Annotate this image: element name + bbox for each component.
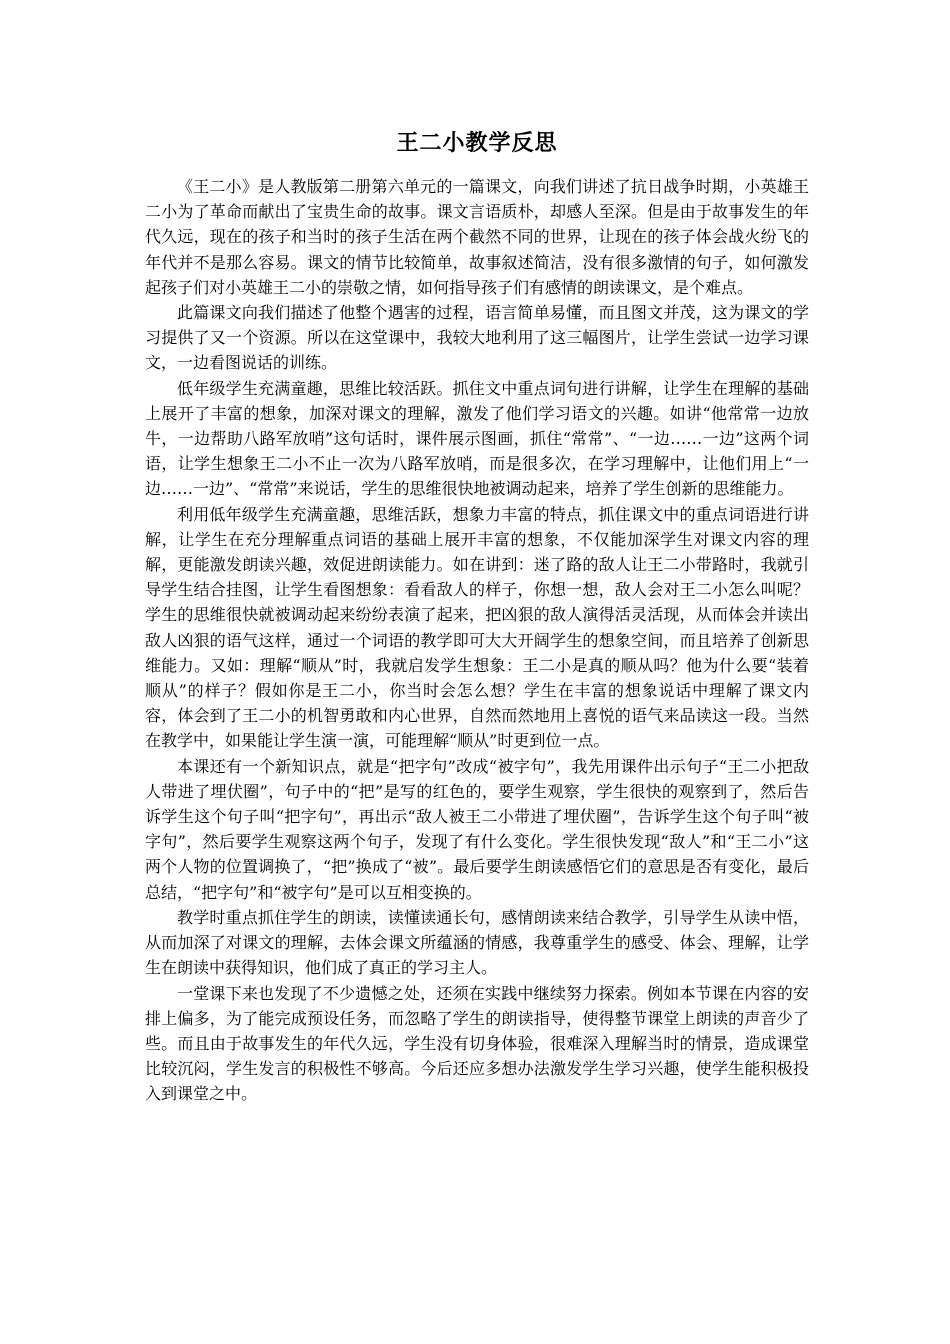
paragraph-sentence-patterns: 本课还有一个新知识点，就是“把字句”改成“被字句”，我先用课件出示句子“王二小把敌人带进了埋伏圈”，句子中的“把”是写的红色的，要学生观察，学生很快的观察到了，然后告诉学生这个句子叫“把字句”，再出示“敌人被王二小带进了埋伏圈”，告诉学生这个句子叫“被字句”，然后要学生观察这两个句子，发现了有什么变化。学生很快发现“敌人”和“王二小”这两个人物的位置调换了，“把”换成了“被”。最后要学生朗读感悟它们的意思是否有变化，最后总结，“把字句”和“被字句”是可以互相变换的。 [145,756,809,902]
document-title: 王二小教学反思 [396,131,558,156]
paragraph-imagination: 利用低年级学生充满童趣，思维活跃，想象力丰富的特点，抓住课文中的重点词语进行讲解，让学生在充分理解重点词语的基础上展开丰富的想象，不仅能加深学生对课文内容的理解，更能激发朗读兴趣，效促进朗读能力。如在讲到：迷了路的敌人让王二小带路时，我就引导学生结合挂图，让学生看图想象：看看敌人的样子，你想一想，敌人会对王二小怎么叫呢？学生的思维很快就被调动起来纷纷表演了起来，把凶狠的敌人演得活灵活现，从而体会并读出敌人凶狠的语气这样，通过一个词语的教学即可大大开阔学生的想象空间，而且培养了创新思维能力。又如：理解“顺从”时，我就启发学生想象：王二小是真的顺从吗？他为什么要“装着顺从”的样子？假如你是王二小，你当时会怎么想？学生在丰富的想象说话中理解了课文内容，体会到了王二小的机智勇敢和内心世界，自然而然地用上喜悦的语气来品读这一段。当然在教学中，如果能让学生演一演，可能理解“顺从”时更到位一点。 [145,504,809,751]
paragraph-shortcomings: 一堂课下来也发现了不少遗憾之处，还须在实践中继续努力探索。例如本节课在内容的安排上偏多，为了能完成预设任务，而忽略了学生的朗读指导，使得整节课堂上朗读的声音少了些。而且由于故事发生的年代久远，学生没有切身体验，很难深入理解当时的情景，造成课堂比较沉闷，学生发言的积极性不够高。今后还应多想办法激发学生学习兴趣，使学生能积极投入到课堂之中。 [145,983,809,1104]
paragraph-key-words: 低年级学生充满童趣，思维比较活跃。抓住文中重点词句进行讲解，让学生在理解的基础上展开了丰富的想象，加深对课文的理解，激发了他们学习语文的兴趣。如讲“他常常一边放牛，一边帮助八路军放哨”这句话时，课件展示图画，抓住“常常”、“一边……一边”这两个词语，让学生想象王二小不止一次为八路军放哨，而是很多次，在学习理解中，让他们用上“一边……一边”、“常常”来说话，学生的思维很快地被调动起来，培养了学生创新的思维能力。 [145,378,809,499]
paragraph-intro: 《王二小》是人教版第二册第六单元的一篇课文，向我们讲述了抗日战争时期，小英雄王二小为了革命而献出了宝贵生命的故事。课文言语质朴，却感人至深。但是由于故事发生的年代久远，现在的孩子和当时的孩子生活在两个截然不同的世界，让现在的孩子体会战火纷飞的年代并不是那么容易。课文的情节比较简单，故事叙述简洁，没有很多激情的句子，如何激发起孩子们对小英雄王二小的崇敬之情，如何指导孩子们有感情的朗读课文，是个难点。 [145,177,809,297]
paragraph-illustrations: 此篇课文向我们描述了他整个遇害的过程，语言简单易懂，而且图文并茂，这为课文的学习提供了又一个资源。所以在这堂课中，我较大地利用了这三幅图片，让学生尝试一边学习课文，一边看图说话的训练。 [145,303,809,373]
paragraph-reading-focus: 教学时重点抓住学生的朗读，读懂读通长句，感情朗读来结合教学，引导学生从读中悟，从而加深了对课文的理解，去体会课文所蕴涵的情感，我尊重学生的感受、体会、理解，让学生在朗读中获得知识，他们成了真正的学习主人。 [145,907,809,978]
document-page [145,128,809,1107]
